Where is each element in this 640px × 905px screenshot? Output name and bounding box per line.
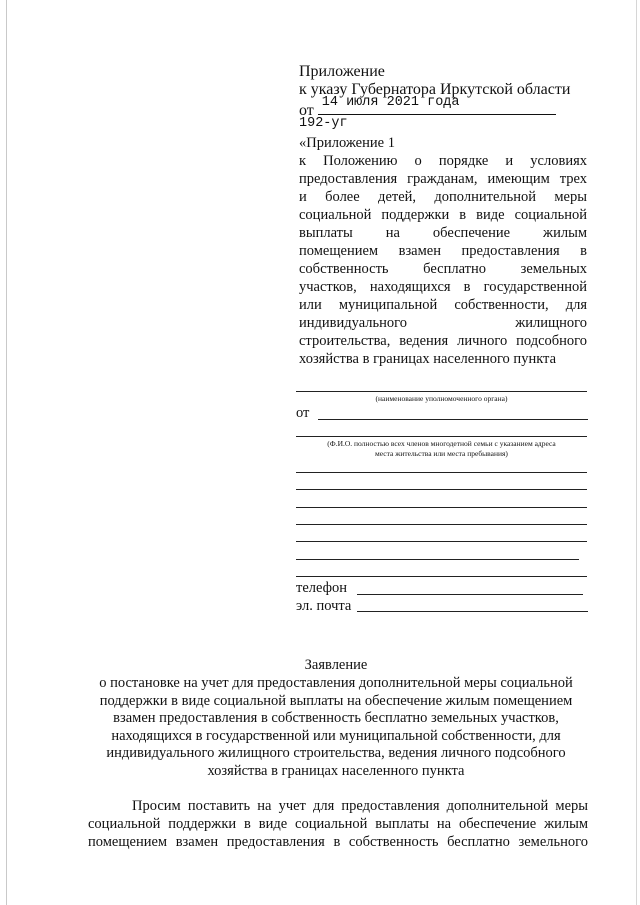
fio-caption	[296, 439, 587, 459]
appendix-line: помещением взамен предоставления в	[299, 243, 587, 259]
appendix-line: предоставления гражданам, имеющим трех	[299, 171, 587, 187]
address-line[interactable]	[296, 472, 587, 473]
statement-subtitle	[36, 675, 636, 780]
statement-line: хозяйства в границах населенного пункта	[207, 762, 465, 779]
fio-caption-line: (Ф.И.О. полностью всех членов многодетной семьи с указанием адреса	[327, 439, 556, 448]
address-line[interactable]	[296, 559, 579, 560]
from-label: от	[296, 405, 310, 421]
appendix-block	[299, 134, 587, 368]
statement-line: поддержки в виде социальной выплаты на обеспечение жилым помещением	[99, 692, 573, 709]
body-line: социальной поддержки в виде социальной выплаты на обеспечение жилым	[88, 816, 588, 832]
body-paragraph	[88, 797, 588, 851]
page-edge-left	[6, 0, 7, 905]
fio-line[interactable]	[296, 436, 587, 437]
appendix-line: индивидуального жилищного	[299, 315, 587, 331]
appendix-line: выплаты на обеспечение жилым	[299, 225, 587, 241]
address-line[interactable]	[296, 576, 587, 577]
from-field-line[interactable]	[318, 419, 588, 420]
statement-line: о постановке на учет для предоставления дополнительной меры социальной	[99, 675, 573, 691]
phone-field-line[interactable]	[357, 594, 583, 595]
appendix-line: строительства, ведения личного подсобного	[299, 333, 587, 349]
appendix-line: собственность бесплатно земельных	[299, 261, 587, 277]
body-line: помещением взамен предоставления в собственность бесплатно земельного	[88, 834, 588, 850]
statement-line: индивидуального жилищного строительства, ведения личного подсобного	[106, 745, 566, 761]
statement-line: взамен предоставления в собственность бесплатно земельных участков,	[113, 710, 559, 726]
email-field-line[interactable]	[357, 611, 588, 612]
decree-number: 192-уг	[299, 116, 348, 131]
header-decree: к указу Губернатора Иркутской области	[299, 81, 571, 98]
phone-label: телефон	[296, 580, 348, 596]
appendix-line: участков, находящихся в государственной	[299, 279, 587, 295]
address-line[interactable]	[296, 507, 587, 508]
organ-caption: (наименование уполномоченного органа)	[375, 394, 508, 403]
email-label: эл. почта	[296, 598, 352, 614]
address-line[interactable]	[296, 524, 587, 525]
body-line: Просим поставить на учет для предоставления дополнительной меры	[132, 798, 588, 814]
appendix-line: и более детей, дополнительной меры	[299, 189, 587, 205]
address-line[interactable]	[296, 541, 587, 542]
date-value: 14 июля 2021 года	[321, 95, 460, 110]
statement-line: находящихся в государственной или муниципальной собственности, для	[111, 727, 561, 744]
address-line[interactable]	[296, 489, 587, 490]
date-prefix: от	[299, 102, 314, 119]
appendix-line: или муниципальной собственности, для	[299, 297, 587, 313]
date-field	[318, 95, 556, 115]
appendix-line: хозяйства в границах населенного пункта	[299, 351, 557, 367]
page-edge-right	[636, 0, 637, 905]
statement-title: Заявление	[304, 657, 368, 673]
appendix-line: социальной поддержки в виде социальной	[299, 207, 587, 223]
appendix-line: к Положению о порядке и условиях	[299, 153, 587, 169]
appendix-title: «Приложение 1	[299, 135, 395, 151]
organ-name-line[interactable]	[296, 391, 587, 392]
fio-caption-line: места жительства или места пребывания)	[375, 449, 508, 458]
header-title: Приложение	[299, 63, 385, 80]
